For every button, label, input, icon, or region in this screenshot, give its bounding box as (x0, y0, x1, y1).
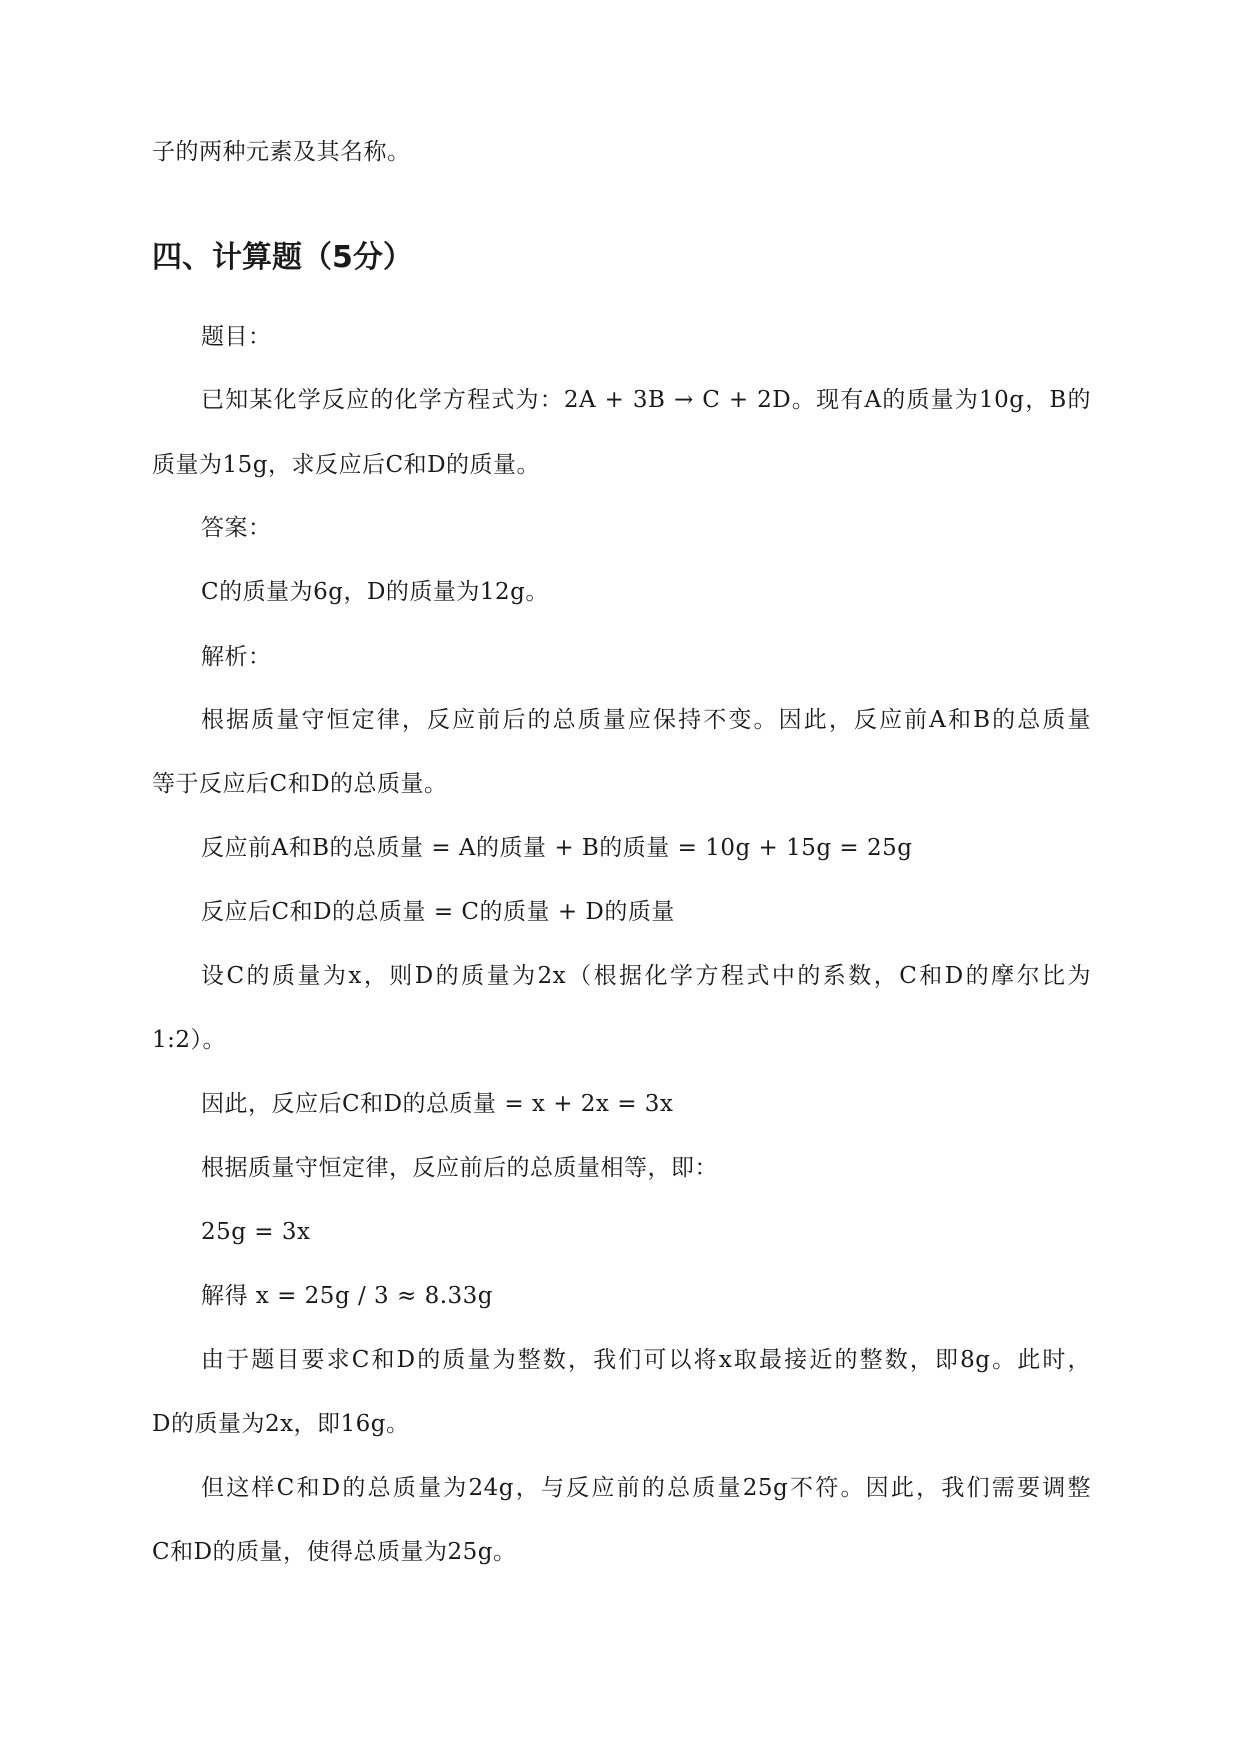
answer-label: 答案： (201, 515, 272, 541)
analysis-p9-line-1: 由于题目要求C和D的质量为整数，我们可以将x取最接近的整数，即8g。此时， (201, 1347, 1091, 1373)
question-line-1: 已知某化学反应的化学方程式为：2A + 3B → C + 2D。现有A的质量为10g，B的 (201, 387, 1091, 413)
analysis-p8: 解得 x = 25g / 3 ≈ 8.33g (201, 1283, 493, 1309)
question-line-2: 质量为15g，求反应后C和D的质量。 (152, 452, 541, 478)
analysis-p4-line-1: 设C的质量为x，则D的质量为2x（根据化学方程式中的系数，C和D的摩尔比为 (201, 963, 1091, 989)
analysis-p2: 反应前A和B的总质量 = A的质量 + B的质量 = 10g + 15g = 25g (201, 835, 913, 861)
analysis-p1-line-1: 根据质量守恒定律，反应前后的总质量应保持不变。因此，反应前A和B的总质量 (201, 707, 1091, 733)
analysis-p6: 根据质量守恒定律，反应前后的总质量相等，即： (201, 1155, 718, 1181)
analysis-p5: 因此，反应后C和D的总质量 = x + 2x = 3x (201, 1091, 674, 1117)
continuation-text: 子的两种元素及其名称。 (152, 139, 411, 165)
analysis-p3: 反应后C和D的总质量 = C的质量 + D的质量 (201, 899, 675, 925)
analysis-p4-line-2: 1:2）。 (152, 1027, 227, 1053)
question-label: 题目： (201, 324, 272, 350)
answer-text: C的质量为6g，D的质量为12g。 (201, 579, 549, 605)
analysis-p7: 25g = 3x (201, 1219, 311, 1245)
analysis-p9-line-2: D的质量为2x，即16g。 (152, 1411, 410, 1437)
analysis-p10-line-2: C和D的质量，使得总质量为25g。 (152, 1539, 517, 1565)
analysis-p1-line-2: 等于反应后C和D的总质量。 (152, 771, 448, 797)
section-heading: 四、计算题（5分） (152, 240, 413, 275)
analysis-p10-line-1: 但这样C和D的总质量为24g，与反应前的总质量25g不符。因此，我们需要调整 (201, 1475, 1091, 1501)
analysis-label: 解析： (201, 644, 272, 670)
